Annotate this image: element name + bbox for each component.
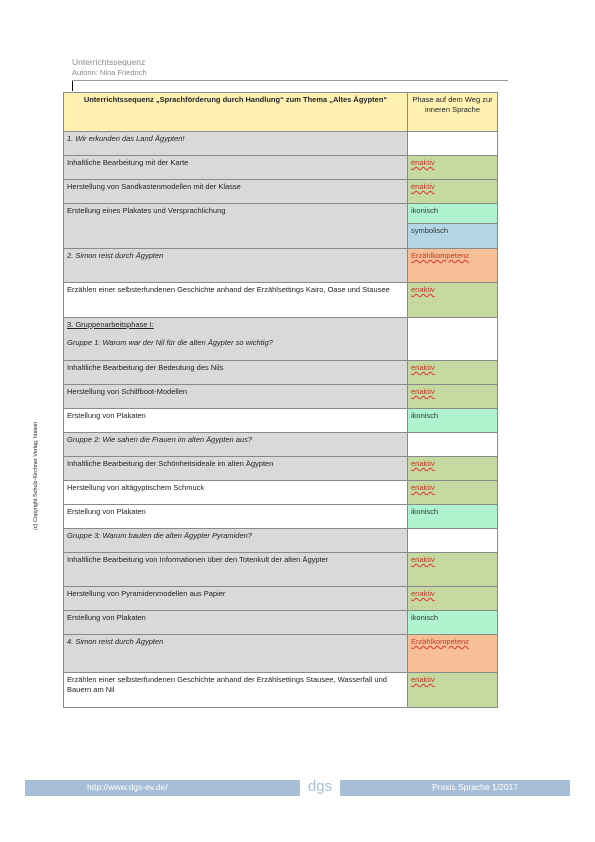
activity-cell: Erstellung von Plakaten [64, 611, 408, 635]
header-author: Autorin: Nina Friedrich [72, 68, 147, 77]
activity-cell: Herstellung von Pyramidenmodellen aus Papier [64, 587, 408, 611]
phase-label: enaktiv [411, 363, 435, 372]
footer-issue: Praxis Sprache 1/2017 [432, 782, 518, 792]
phase-label: ikonisch [408, 204, 498, 224]
phase-label: enaktiv [411, 387, 435, 396]
activity-cell: Erzählen einer selbsterfundenen Geschichte anhand der Erzählsettings Stausee, Wasserfall und Bauern am Nil [64, 673, 408, 708]
table-row [64, 481, 498, 505]
table-row [64, 283, 498, 318]
table-row [64, 553, 498, 587]
table-title: Unterrichtssequenz „Sprachförderung durch Handlung“ zum Thema „Altes Ägypten“ [64, 93, 408, 132]
phase-cell [408, 318, 498, 361]
table-row [64, 318, 498, 361]
section-heading: 1. Wir erkunden das Land Ägypten! [64, 132, 408, 156]
group-phase-title: 3. Gruppenarbeitsphase I: [67, 320, 154, 329]
sequence-table [63, 92, 498, 708]
phase-label: enaktiv [411, 589, 435, 598]
table-row [64, 361, 498, 385]
table-row [64, 457, 498, 481]
section-heading: 2. Simon reist durch Ägypten [64, 249, 408, 283]
header-title: Unterrichtssequenz [72, 57, 146, 67]
activity-cell: Erstellung von Plakaten [64, 505, 408, 529]
table-row [64, 132, 498, 156]
phase-column-header: Phase auf dem Weg zur inneren Sprache [408, 93, 498, 132]
table-row [64, 505, 498, 529]
phase-label: enaktiv [411, 182, 435, 191]
activity-cell: Herstellung von Schilfboot-Modellen [64, 385, 408, 409]
phase-label: enaktiv [411, 158, 435, 167]
table-row [64, 433, 498, 457]
phase-label: symbolisch [408, 224, 498, 249]
phase-label: enaktiv [411, 555, 435, 564]
phase-label: enaktiv [411, 483, 435, 492]
phase-label: enaktiv [411, 285, 435, 294]
phase-label: enaktiv [411, 675, 435, 684]
phase-cell [408, 132, 498, 156]
table-row [64, 529, 498, 553]
table-header-row [64, 93, 498, 132]
group-question: Gruppe 1: Warum war der Nil für die alten Ägypter so wichtig? [67, 338, 273, 347]
section-heading [64, 318, 408, 361]
phase-label: Erzählkompetenz [411, 637, 469, 646]
activity-cell: Inhaltliche Bearbeitung mit der Karte [64, 156, 408, 180]
phase-label: ikonisch [408, 505, 498, 529]
document-header [72, 57, 508, 78]
activity-cell: Inhaltliche Bearbeitung der Schönheitsideale im alten Ägypten [64, 457, 408, 481]
section-heading: 4. Simon reist durch Ägypten [64, 635, 408, 673]
copyright-sidebar: (c) Copyright Schulz-Kirchner Verlag, Idstein [33, 421, 39, 530]
table-row [64, 204, 498, 224]
activity-cell: Inhaltliche Bearbeitung von Informationen über den Totenkult der alten Ägypter [64, 553, 408, 587]
phase-cell [408, 529, 498, 553]
activity-cell: Herstellung von Sandkastenmodellen mit der Klasse [64, 180, 408, 204]
table-row [64, 587, 498, 611]
table-row [64, 409, 498, 433]
activity-cell: Erzählen einer selbsterfundenen Geschichte anhand der Erzählsettings Kairo, Oase und Stausee [64, 283, 408, 318]
group-question: Gruppe 3: Warum bauten die alten Ägypter Pyramiden? [64, 529, 408, 553]
activity-cell: Erstellung von Plakaten [64, 409, 408, 433]
phase-label: ikonisch [408, 611, 498, 635]
footer-url-link[interactable]: http://www.dgs-ev.de/ [87, 782, 168, 792]
phase-label: ikonisch [408, 409, 498, 433]
phase-label: enaktiv [411, 459, 435, 468]
dgs-logo: dgs [300, 777, 340, 797]
table-row [64, 156, 498, 180]
activity-cell: Herstellung von altägyptischem Schmuck [64, 481, 408, 505]
phase-label: Erzählkompetenz [411, 251, 469, 260]
text-cursor [72, 81, 73, 91]
table-row [64, 180, 498, 204]
activity-cell: Inhaltliche Bearbeitung der Bedeutung des Nils [64, 361, 408, 385]
activity-cell: Erstellung eines Plakates und Versprachlichung [64, 204, 408, 249]
header-divider [72, 80, 508, 81]
page-footer [25, 780, 570, 796]
table-row [64, 635, 498, 673]
table-row [64, 249, 498, 283]
table-row [64, 385, 498, 409]
table-row [64, 673, 498, 708]
phase-cell [408, 433, 498, 457]
group-question: Gruppe 2: Wie sahen die Frauen im alten Ägypten aus? [64, 433, 408, 457]
table-row [64, 611, 498, 635]
